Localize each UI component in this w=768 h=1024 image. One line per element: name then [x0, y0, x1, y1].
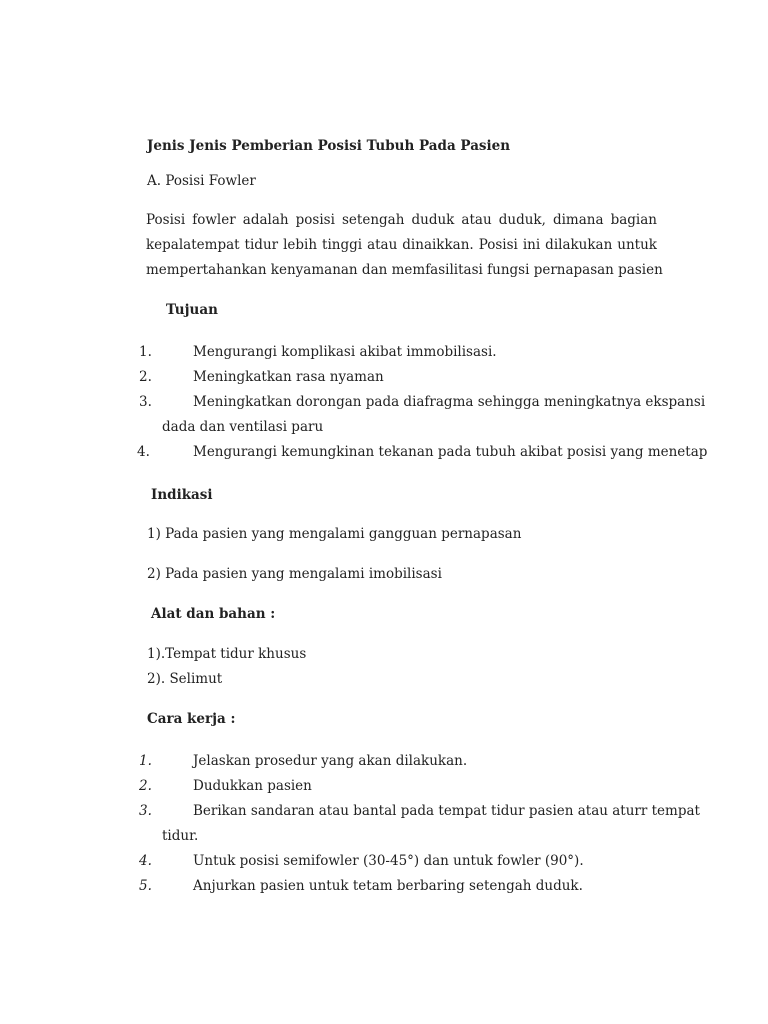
tujuan-heading: Tujuan [166, 302, 218, 318]
list-item: Meningkatkan dorongan pada diafragma sehingga meningkatnya ekspansi [193, 394, 706, 410]
list-item: 2). Selimut [147, 671, 223, 687]
list-item-continuation: tidur. [162, 828, 199, 844]
list-item: Anjurkan pasien untuk tetam berbaring setengah duduk. [193, 878, 583, 894]
list-item: Mengurangi kemungkinan tekanan pada tubuh akibat posisi yang menetap [193, 444, 708, 460]
section-a-heading: A. Posisi Fowler [147, 173, 256, 189]
list-item: Mengurangi komplikasi akibat immobilisasi. [193, 344, 497, 360]
list-item: Jelaskan prosedur yang akan dilakukan. [193, 753, 468, 769]
list-number: 1. [139, 344, 152, 360]
paragraph-line: mempertahankan kenyamanan dan memfasilitasi fungsi pernapasan pasien [146, 262, 663, 278]
alat-heading: Alat dan bahan : [151, 606, 276, 622]
document-title: Jenis Jenis Pemberian Posisi Tubuh Pada Pasien [147, 138, 511, 154]
list-item: 2) Pada pasien yang mengalami imobilisasi [147, 566, 442, 582]
list-item: 1).Tempat tidur khusus [147, 646, 307, 662]
list-item: Dudukkan pasien [193, 778, 312, 794]
list-number: 4. [139, 853, 152, 869]
list-item: Berikan sandaran atau bantal pada tempat tidur pasien atau aturr tempat [193, 803, 700, 819]
list-number: 1. [139, 753, 152, 769]
paragraph-line: Posisi fowler adalah posisi setengah duduk atau duduk, dimana bagian [146, 212, 657, 228]
list-number: 2. [139, 369, 152, 385]
list-number: 3. [139, 803, 152, 819]
list-item-continuation: dada dan ventilasi paru [162, 419, 324, 435]
indikasi-heading: Indikasi [151, 487, 213, 503]
list-item: Meningkatkan rasa nyaman [193, 369, 384, 385]
list-number: 4. [137, 444, 150, 460]
list-number: 2. [139, 778, 152, 794]
list-item: 1) Pada pasien yang mengalami gangguan pernapasan [147, 526, 522, 542]
list-number: 3. [139, 394, 152, 410]
list-item: Untuk posisi semifowler (30-45°) dan untuk fowler (90°). [193, 853, 584, 869]
list-number: 5. [139, 878, 152, 894]
cara-heading: Cara kerja : [147, 711, 236, 727]
paragraph-line: kepalatempat tidur lebih tinggi atau dinaikkan. Posisi ini dilakukan untuk [146, 237, 657, 253]
